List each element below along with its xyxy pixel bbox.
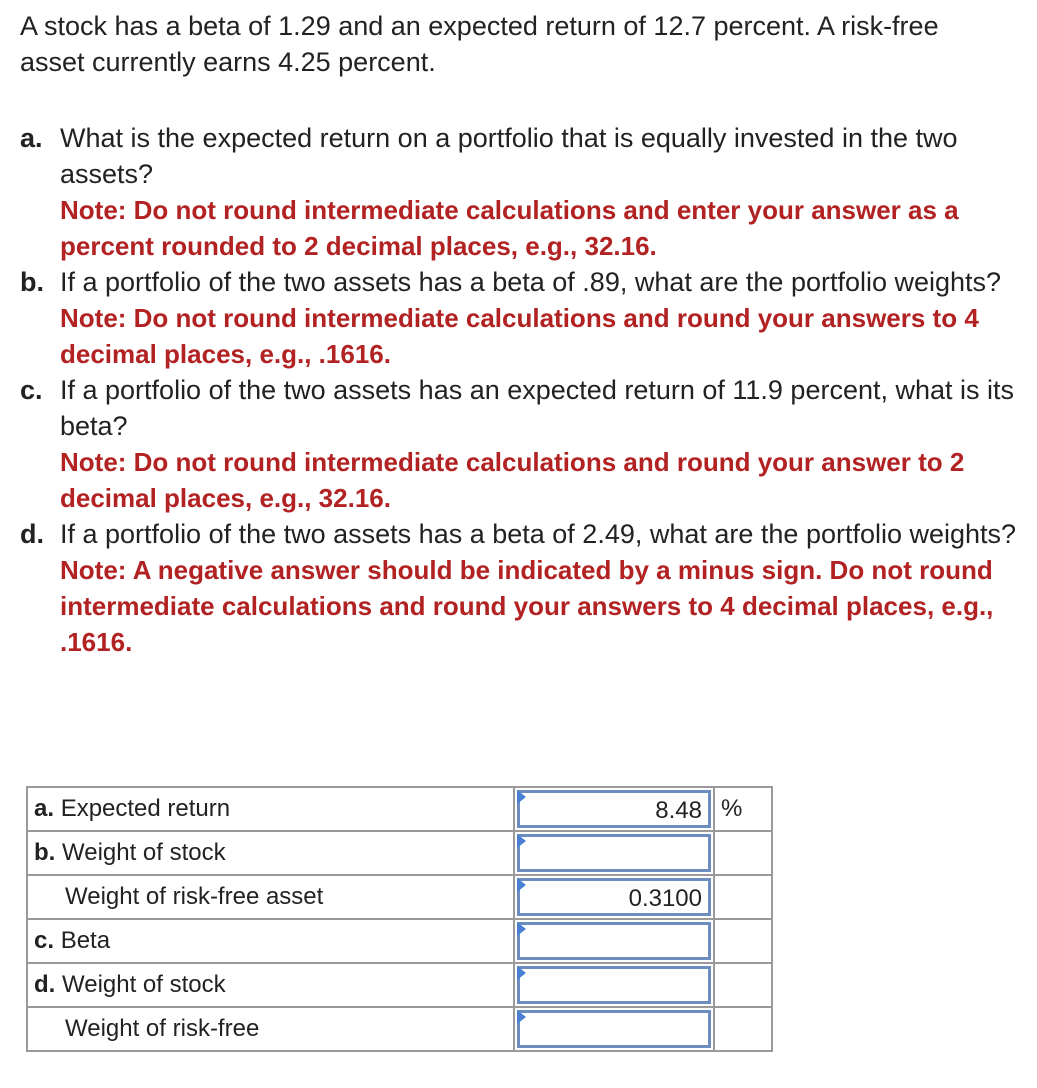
weight-stock-d-input[interactable] [517,966,711,1004]
flag-icon [517,834,526,848]
part-letter: b. [20,267,44,297]
answer-unit: % [714,787,772,831]
answer-input-cell [514,875,714,919]
part-note: Note: Do not round intermediate calculations and enter your answer as a percent rounded to 2 decimal places, e.g., 32.16. [60,195,959,261]
weight-stock-b-input[interactable] [517,834,711,872]
answer-letter: b. [34,839,56,866]
answer-input-cell [514,963,714,1007]
part-question: If a portfolio of the two assets has a beta of .89, what are the portfolio weights? [60,267,1002,297]
answer-unit [714,919,772,963]
part-letter: c. [20,375,43,405]
answer-label-text: Weight of stock [62,971,226,998]
question-part-a [20,120,1020,264]
answer-input-cell [514,919,714,963]
answer-input-cell [514,787,714,831]
answer-letter: d. [34,971,56,998]
answer-label-text: Weight of risk-free [65,1015,260,1042]
answer-input-cell [514,831,714,875]
part-question: What is the expected return on a portfolio that is equally invested in the two assets? [60,123,958,189]
answer-table [26,786,773,1052]
answer-row-b-riskfree [27,875,772,919]
answer-row-a [27,787,772,831]
answer-label-text: Weight of risk-free asset [65,883,324,910]
problem-intro: A stock has a beta of 1.29 and an expected return of 12.7 percent. A risk-free asset currently earns 4.25 percent. [20,11,939,77]
question-part-c [20,372,1020,516]
question-part-b [20,264,1020,372]
weight-riskfree-b-input[interactable]: 0.3100 [517,878,711,916]
answer-label-text: Expected return [60,795,231,822]
beta-input[interactable] [517,922,711,960]
part-letter: a. [20,123,43,153]
part-note: Note: Do not round intermediate calculations and round your answers to 4 decimal places, e.g., .1616. [60,303,979,369]
answer-label [27,1007,514,1051]
answer-row-c [27,919,772,963]
answer-input-cell [514,1007,714,1051]
answer-letter: a. [34,795,55,822]
answer-label [27,831,514,875]
answer-label-text: Beta [60,927,111,954]
weight-riskfree-d-input[interactable] [517,1010,711,1048]
flag-icon [517,922,526,936]
answer-label [27,787,514,831]
answer-row-b-stock [27,831,772,875]
answer-label [27,875,514,919]
answer-label-text: Weight of stock [62,839,226,866]
answer-unit [714,875,772,919]
answer-row-d-stock [27,963,772,1007]
flag-icon [517,878,526,892]
answer-label [27,919,514,963]
question-parts [20,120,1020,660]
question-part-d [20,516,1020,660]
answer-letter: c. [34,927,55,954]
part-question: If a portfolio of the two assets has an expected return of 11.9 percent, what is its beta? [60,375,1015,441]
answer-unit [714,831,772,875]
part-question: If a portfolio of the two assets has a beta of 2.49, what are the portfolio weights? [60,519,1017,549]
answer-unit [714,963,772,1007]
expected-return-input[interactable]: 8.48 [517,790,711,828]
part-letter: d. [20,519,44,549]
answer-unit [714,1007,772,1051]
part-note: Note: A negative answer should be indicated by a minus sign. Do not round intermediate calculations and round your answers to 4 decimal places, e.g., .1616. [60,555,994,657]
flag-icon [517,790,526,804]
answer-label [27,963,514,1007]
answer-row-d-riskfree [27,1007,772,1051]
flag-icon [517,1010,526,1024]
flag-icon [517,966,526,980]
part-note: Note: Do not round intermediate calculations and round your answer to 2 decimal places, e.g., 32.16. [60,447,965,513]
